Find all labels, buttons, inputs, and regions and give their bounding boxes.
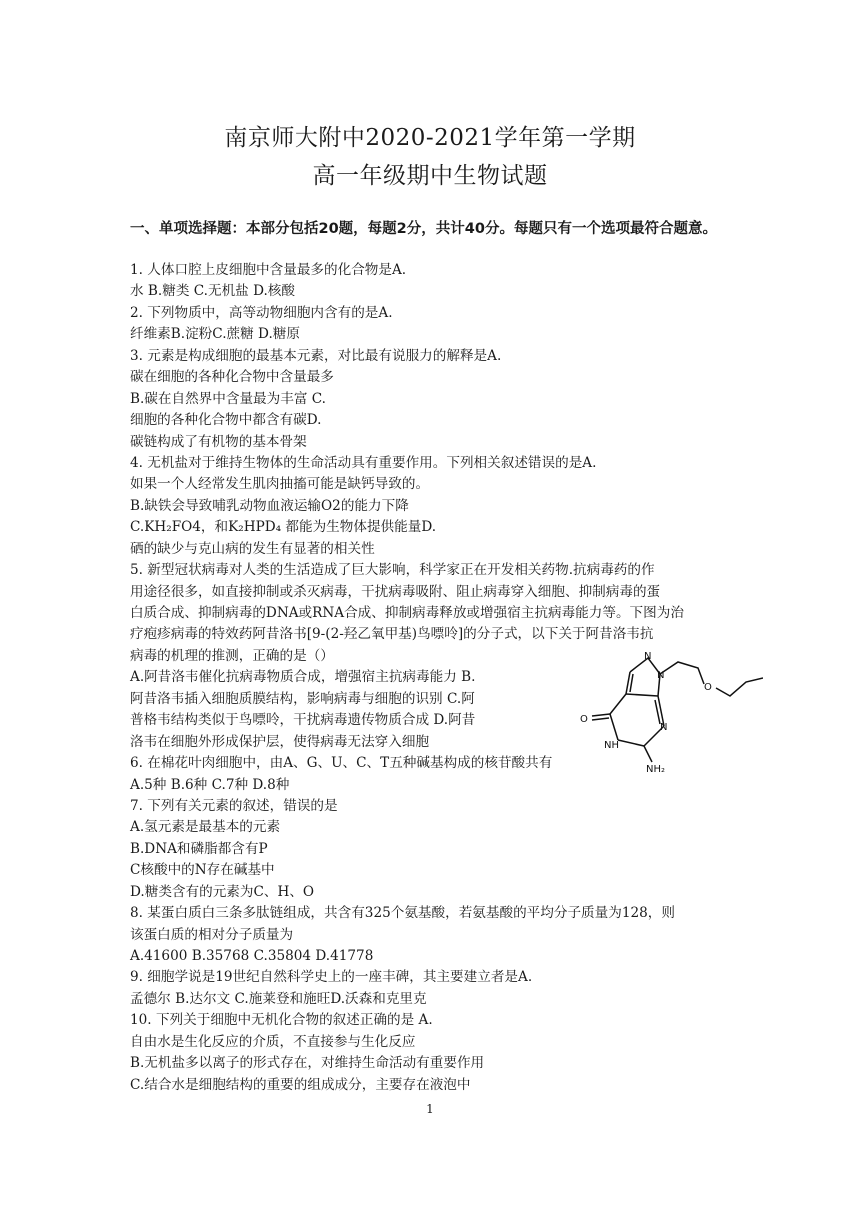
text-line: A.5种 B.6种 C.7种 D.8种: [130, 776, 290, 793]
text-line: 洛韦在细胞外形成保护层，使得病毒无法穿入细胞: [130, 733, 430, 750]
text-line: 3. 元素是构成细胞的最基本元素，对比最有说服力的解释是A.: [130, 347, 502, 364]
text-line: C核酸中的N存在碱基中: [130, 862, 275, 879]
page-number: 1: [426, 1102, 434, 1116]
text-line: 病毒的机理的推测，正确的是（）: [130, 647, 334, 664]
bond: [592, 714, 610, 716]
text-line: 8. 某蛋白质白三条多肽链组成，共含有325个氨基酸，若氨基酸的平均分子质量为128，则: [130, 905, 675, 922]
text-line: A.氢元素是最基本的元素: [130, 819, 281, 836]
text-line: 白质合成、抑制病毒的DNA或RNA合成、抑制病毒释放或增强宿主抗病毒能力等。下图为治: [130, 605, 684, 621]
text-line: 4. 无机盐对于维持生物体的生命活动具有重要作用。下列相关叙述错误的是A.: [130, 454, 597, 471]
text-line: 普格韦结构类似于鸟嘌呤，干扰病毒遗传物质合成 D.阿昔: [130, 712, 476, 729]
text-line: 10. 下列关于细胞中无机化合物的叙述正确的是 A.: [130, 1012, 433, 1029]
text-line: 孟德尔 B.达尔文 C.施莱登和施旺D.沃森和克里克: [130, 990, 427, 1007]
text-line: B.碳在自然界中含量最为丰富 C.: [130, 390, 326, 407]
text-line: 如果一个人经常发生肌肉抽搐可能是缺钙导致的。: [130, 476, 430, 493]
text-line: 用途径很多，如直接抑制或杀灭病毒，干扰病毒吸附、阻止病毒穿入细胞、抑制病毒的蛋: [130, 583, 661, 600]
text-line: C.结合水是细胞结构的重要的组成成分，主要存在液泡中: [130, 1076, 471, 1093]
text-line: 硒的缺少与克山病的发生有显著的相关性: [130, 540, 375, 557]
acyclovir-structure-diagram: [578, 648, 763, 778]
text-line: 阿昔洛韦插入细胞质膜结构，影响病毒与细胞的识别 C.阿: [130, 690, 475, 707]
text-line: D.糖类含有的元素为C、H、O: [130, 883, 315, 900]
text-line: A.阿昔洛韦催化抗病毒物质合成，增强宿主抗病毒能力 B.: [130, 669, 476, 686]
text-line: 自由水是生化反应的介质，不直接参与生化反应: [130, 1033, 416, 1050]
bond: [626, 694, 658, 696]
text-line: 1. 人体口腔上皮细胞中含量最多的化合物是A.: [130, 262, 407, 278]
text-line: 2. 下列物质中，高等动物细胞内含有的是A.: [130, 304, 393, 321]
text-line: C.KH₂FO4，和K₂HPD₄ 都能为生物体提供能量D.: [130, 519, 437, 536]
bond: [610, 694, 626, 714]
atom-label: O: [704, 682, 712, 693]
text-line: 6. 在棉花叶肉细胞中，由A、G、U、C、T五种碱基构成的核苷酸共有: [130, 755, 553, 772]
doc-title: 南京师大附中2020-2021学年第一学期: [224, 125, 636, 151]
text-line: 细胞的各种化合物中都含有碳D.: [130, 412, 322, 429]
atom-label: NH₂: [646, 764, 666, 775]
text-line: A.41600 B.35768 C.35804 D.41778: [130, 948, 374, 964]
text-line: 9. 细胞学说是19世纪自然科学史上的一座丰碑，其主要建立者是A.: [130, 969, 533, 986]
bond: [626, 672, 630, 694]
atom-label: O: [580, 714, 588, 725]
text-line: 该蛋白质的相对分子质量为: [130, 926, 294, 943]
atom-label: NH: [604, 740, 619, 751]
bond: [610, 714, 618, 740]
text-line: 水 B.糖类 C.无机盐 D.核酸: [130, 283, 295, 300]
doc-subtitle: 高一年级期中生物试题: [312, 163, 548, 189]
text-line: B.无机盐多以离子的形式存在，对维持生命活动有重要作用: [130, 1055, 485, 1072]
section-heading: 一、单项选择题：本部分包括20题，每题2分，共计40分。每题只有一个选项最符合题意。: [130, 221, 717, 237]
bond: [716, 678, 763, 696]
atom-label: N: [644, 651, 652, 662]
text-line: 纤维素B.淀粉C.蔗糖 D.糖原: [130, 326, 300, 343]
text-line: B.缺铁会导致哺乳动物血液运输O2的能力下降: [130, 497, 409, 514]
bond: [630, 674, 633, 692]
text-line: 疗疱疹病毒的特效药阿昔洛书[9-(2-羟乙氧甲基)鸟嘌呤]的分子式，以下关于阿昔洛韦抗: [130, 626, 654, 643]
text-line: B.DNA和磷脂都含有P: [130, 840, 268, 857]
text-line: 碳在细胞的各种化合物中含量最多: [130, 369, 334, 386]
bond: [618, 740, 644, 746]
text-line: 7. 下列有关元素的叙述，错误的是: [130, 797, 338, 814]
atom-label: N: [657, 670, 665, 681]
text-line: 5. 新型冠状病毒对人类的生活造成了巨大影响，科学家正在开发相关药物.抗病毒药的作: [130, 562, 655, 579]
atom-label: N: [660, 722, 668, 733]
bond: [660, 662, 704, 684]
bond: [592, 718, 609, 720]
bond: [644, 746, 652, 762]
text-line: 碳链构成了有机物的基本骨架: [130, 433, 307, 450]
